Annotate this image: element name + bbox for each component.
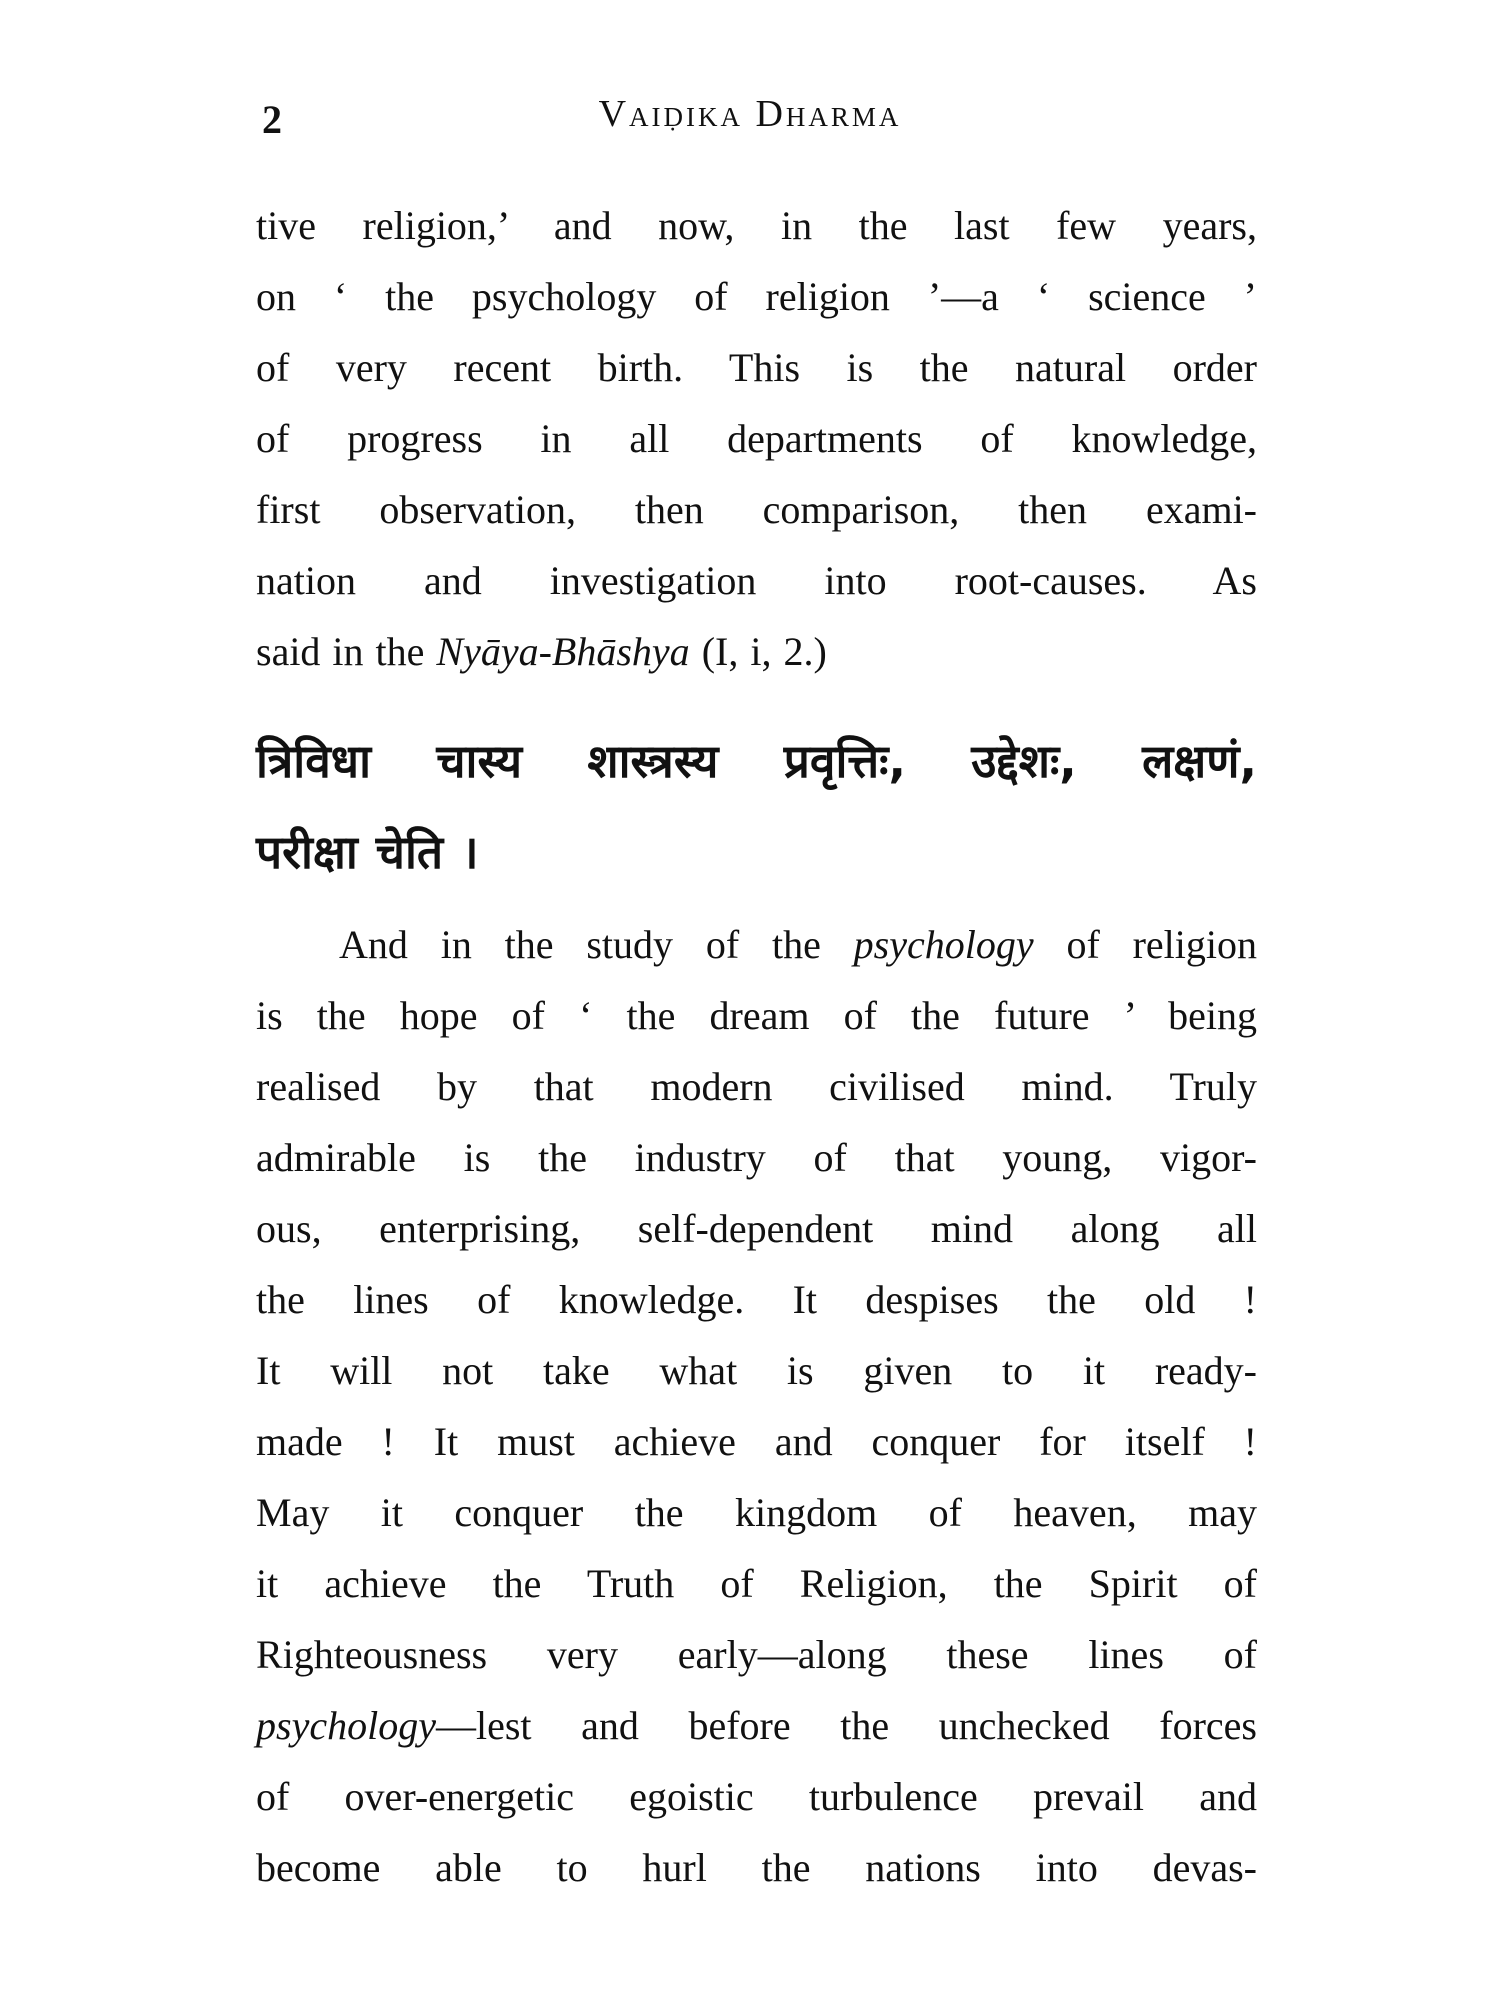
text-line — [256, 1619, 1257, 1690]
text-segment: it achieve the Truth of Religion, the Spirit of — [256, 1561, 1257, 1606]
text-line — [256, 1477, 1257, 1548]
text-line — [256, 716, 1257, 807]
text-segment: realised by that modern civilised mind. Truly — [256, 1064, 1257, 1109]
text-line — [256, 1335, 1257, 1406]
text-line — [256, 1690, 1257, 1761]
text-line — [256, 980, 1257, 1051]
text-line — [256, 1406, 1257, 1477]
text-segment: परीक्षा चेति । — [256, 825, 479, 879]
text-line — [256, 807, 1257, 898]
text-segment: ous, enterprising, self-dependent mind along all — [256, 1206, 1257, 1251]
text-segment: the lines of knowledge. It despises the old ! — [256, 1277, 1257, 1322]
text-segment: of progress in all departments of knowledge, — [256, 416, 1257, 461]
page-number: 2 — [262, 97, 282, 142]
italic-text: psychology — [256, 1703, 436, 1748]
text-line — [256, 332, 1257, 403]
text-segment: Righteousness very early—along these lines of — [256, 1632, 1257, 1677]
text-segment: And in the study of the — [339, 922, 854, 967]
running-title: Vaiḍika Dharma — [598, 93, 902, 135]
text-line — [256, 1761, 1257, 1832]
text-segment: is the hope of ‘ the dream of the future ’ being — [256, 993, 1257, 1038]
text-line — [256, 190, 1257, 261]
text-segment: —lest and before the unchecked forces — [435, 1703, 1257, 1748]
text-line — [256, 474, 1257, 545]
text-line — [256, 1548, 1257, 1619]
text-segment: admirable is the industry of that young, vigor- — [256, 1135, 1257, 1180]
text-segment: of very recent birth. This is the natural order — [256, 345, 1257, 390]
italic-text: Nyāya-Bhāshya — [436, 629, 690, 674]
text-segment: of over-energetic egoistic turbulence prevail and — [256, 1774, 1257, 1819]
text-segment: tive religion,’ and now, in the last few years, — [256, 203, 1257, 248]
text-segment: become able to hurl the nations into devas- — [256, 1845, 1257, 1890]
text-line — [256, 545, 1257, 616]
text-segment: said in the — [256, 629, 437, 674]
text-line — [256, 403, 1257, 474]
sanskrit-quote — [256, 716, 1257, 898]
text-segment: May it conquer the kingdom of heaven, may — [256, 1490, 1257, 1535]
text-line — [256, 1051, 1257, 1122]
text-segment: of religion — [1033, 922, 1258, 967]
text-line — [256, 909, 1257, 980]
text-segment: first observation, then comparison, then exami- — [256, 487, 1257, 532]
paragraph-2 — [256, 909, 1257, 1903]
text-line — [256, 261, 1257, 332]
text-line — [256, 1832, 1257, 1903]
text-segment: त्रिविधा चास्य शास्त्रस्य प्रवृत्तिः, उद्देशः, लक्षणं, — [256, 734, 1257, 788]
text-line — [256, 1122, 1257, 1193]
italic-text: psychology — [853, 922, 1034, 967]
text-line — [256, 616, 1257, 687]
text-segment: (I, i, 2.) — [689, 629, 827, 674]
text-line — [256, 1193, 1257, 1264]
text-line — [256, 1264, 1257, 1335]
text-segment: nation and investigation into root-causes. As — [256, 558, 1257, 603]
text-segment: on ‘ the psychology of religion ’—a ‘ science ’ — [256, 274, 1257, 319]
text-segment: made ! It must achieve and conquer for itself ! — [256, 1419, 1257, 1464]
paragraph-1 — [256, 190, 1257, 687]
text-segment: It will not take what is given to it ready- — [256, 1348, 1257, 1393]
